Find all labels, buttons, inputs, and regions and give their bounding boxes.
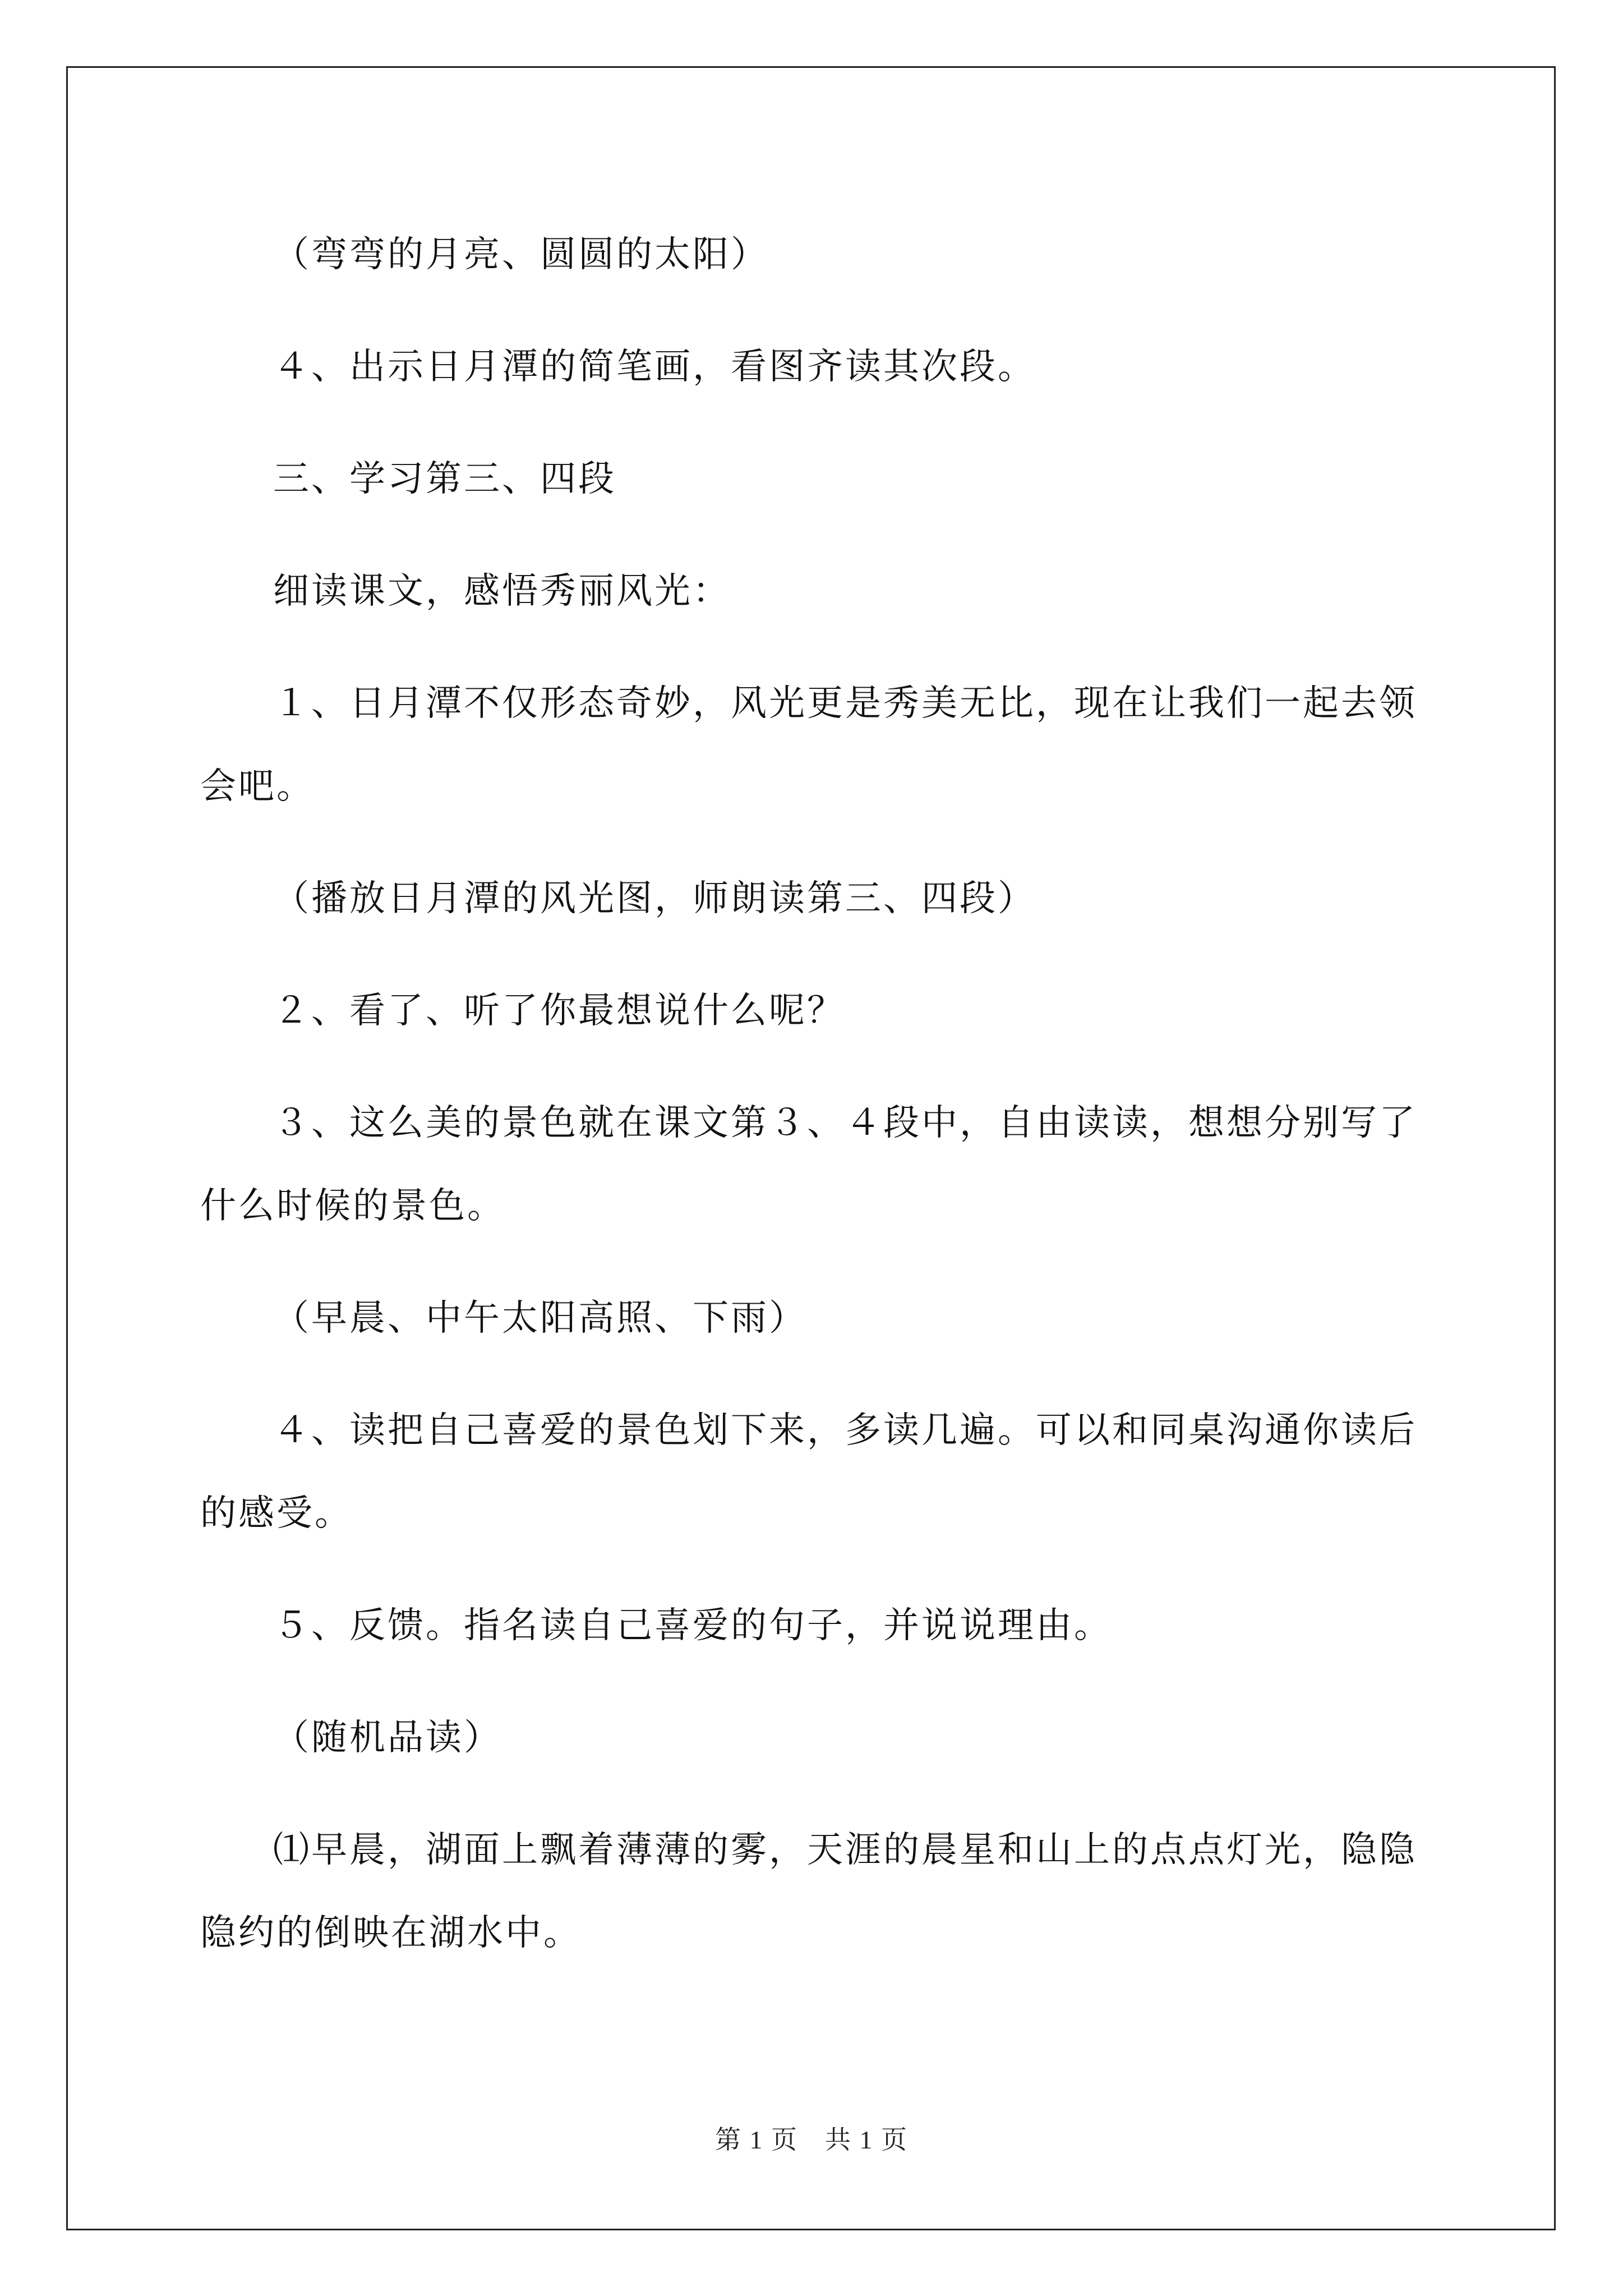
paragraph: （弯弯的月亮、圆圆的太阳）	[273, 234, 769, 275]
paragraph: ⑴早晨，湖面上飘着薄薄的雾，天涯的晨星和山上的点点灯光，隐隐隐约的倒映在湖水中。	[200, 1829, 1417, 1954]
document-body	[200, 213, 1436, 2004]
section-heading: 三、学习第三、四段	[273, 458, 616, 500]
paragraph: ４、出示日月潭的简笔画，看图齐读其次段。	[273, 346, 1036, 388]
paragraph: （播放日月潭的风光图，师朗读第三、四段）	[273, 878, 1036, 919]
paragraph: （随机品读）	[273, 1717, 502, 1759]
paragraph: １、日月潭不仅形态奇妙，风光更是秀美无比，现在让我们一起去领会吧。	[200, 683, 1417, 807]
paragraph: ３、这么美的景色就在课文第３、４段中，自由读读，想想分别写了什么时候的景色。	[200, 1102, 1417, 1227]
paragraph: ５、反馈。指名读自己喜爱的句子，并说说理由。	[273, 1605, 1112, 1646]
page-footer: 第 1 页 共 1 页	[715, 2125, 908, 2154]
paragraph: ４、读把自己喜爱的景色划下来，多读几遍。可以和同桌沟通你读后的感受。	[200, 1410, 1417, 1534]
paragraph: 细读课文，感悟秀丽风光：	[273, 570, 731, 612]
paragraph: ２、看了、听了你最想说什么呢？	[273, 990, 845, 1032]
paragraph: （早晨、中午太阳高照、下雨）	[273, 1297, 807, 1339]
